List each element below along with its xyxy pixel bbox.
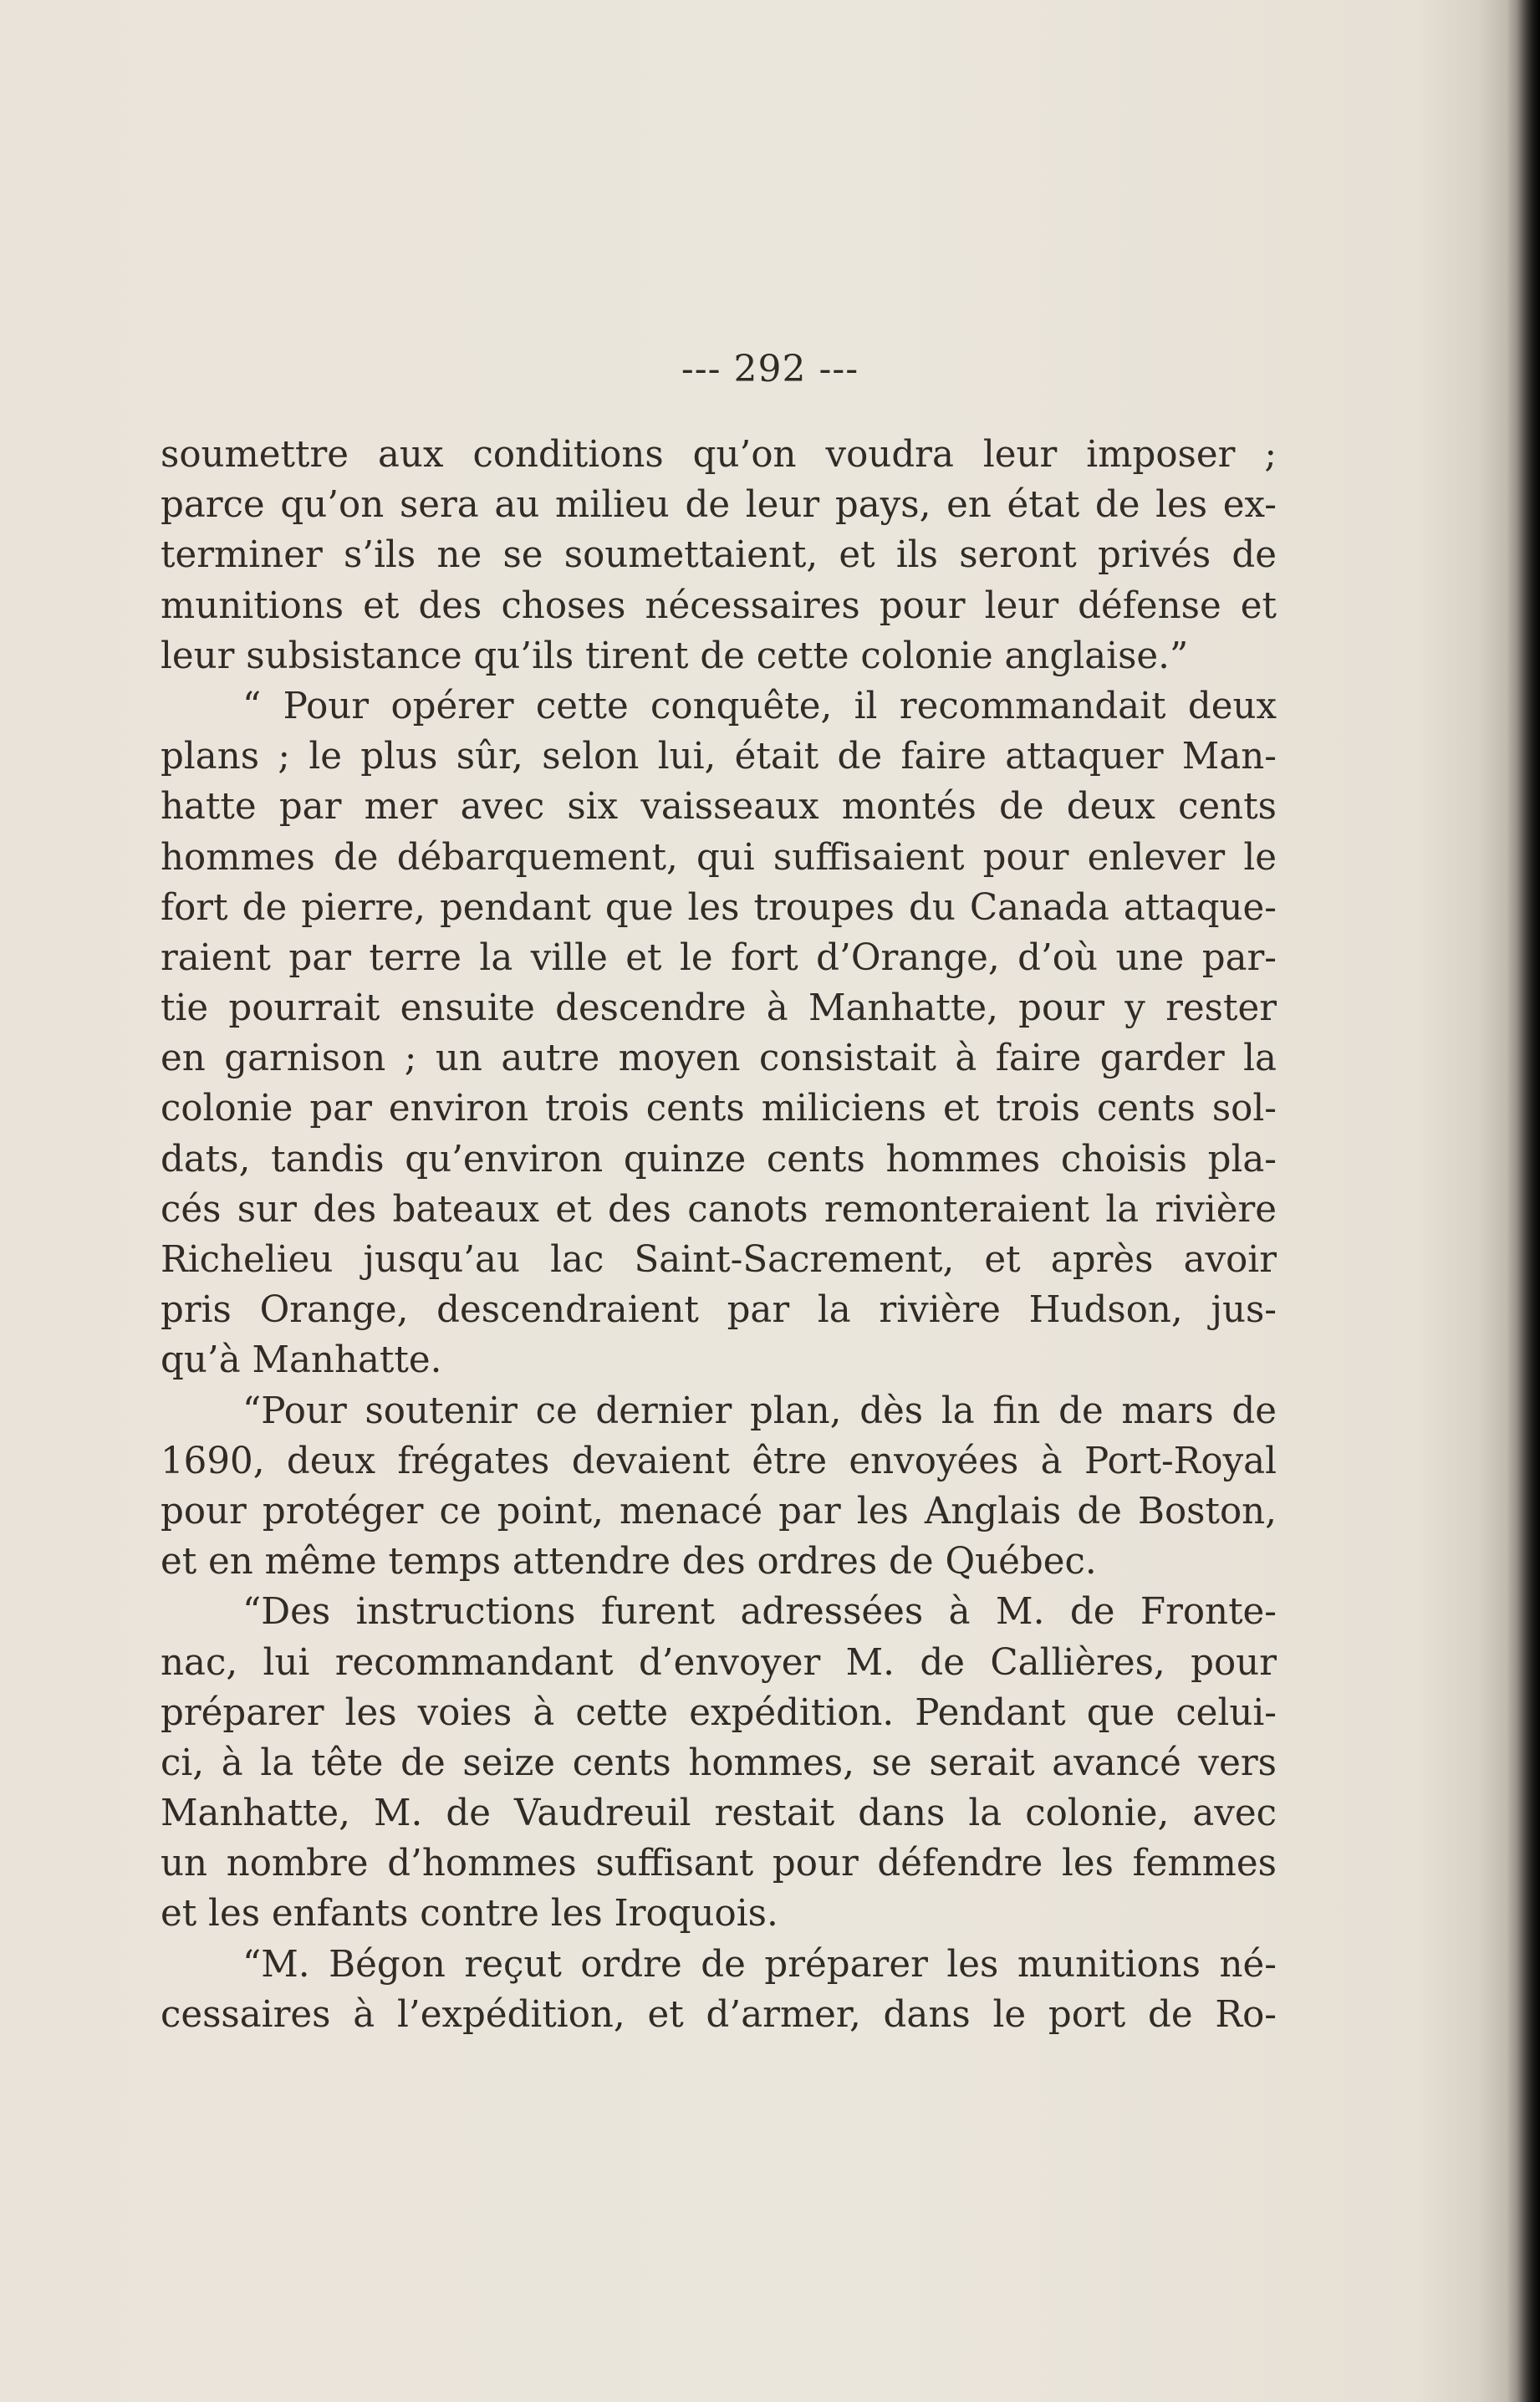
text-line: qu’à Manhatte.	[161, 1339, 442, 1382]
text-line: soumettre aux conditions qu’on voudra leur imposer ;	[161, 434, 1277, 476]
body-text	[161, 430, 1277, 2040]
text-line: “Des instructions furent adressées à M. de Fronte-	[242, 1591, 1277, 1634]
text-line: hatte par mer avec six vaisseaux montés de deux cents	[161, 786, 1277, 829]
text-line: Richelieu jusqu’au lac Saint-Sacrement, et après avoir	[161, 1239, 1277, 1281]
text-line: colonie par environ trois cents miliciens et trois cents sol-	[161, 1088, 1277, 1130]
text-line: un nombre d’hommes suffisant pour défendre les femmes	[161, 1843, 1277, 1885]
text-line: raient par terre la ville et le fort d’Orange, d’où une par-	[161, 936, 1277, 979]
text-line: ci, à la tête de seize cents hommes, se serait avancé vers	[161, 1742, 1277, 1784]
text-line: 1690, deux frégates devaient être envoyées à Port-Royal	[161, 1440, 1277, 1482]
text-line: pris Orange, descendraient par la rivière Hudson, jus-	[161, 1289, 1277, 1332]
text-line: et en même temps attendre des ordres de Québec.	[161, 1541, 1097, 1583]
text-line: “ Pour opérer cette conquête, il recommandait deux	[242, 685, 1277, 727]
page-edge-shadow	[1507, 0, 1540, 2402]
text-line: préparer les voies à cette expédition. Pendant que celui-	[161, 1691, 1277, 1734]
text-line: Manhatte, M. de Vaudreuil restait dans la colonie, avec	[161, 1793, 1277, 1835]
text-line: munitions et des choses nécessaires pour leur défense et	[161, 584, 1277, 627]
text-line: “M. Bégon reçut ordre de préparer les munitions né-	[242, 1943, 1277, 1986]
text-line: et les enfants contre les Iroquois.	[161, 1893, 778, 1935]
text-line: en garnison ; un autre moyen consistait à faire garder la	[161, 1038, 1277, 1080]
page-number: --- 292 ---	[681, 348, 859, 390]
text-line: fort de pierre, pendant que les troupes du Canada attaque-	[161, 886, 1277, 929]
text-line: parce qu’on sera au milieu de leur pays, en état de les ex-	[161, 484, 1277, 527]
text-line: hommes de débarquement, qui suffisaient pour enlever le	[161, 836, 1277, 879]
text-line: nac, lui recommandant d’envoyer M. de Callières, pour	[161, 1641, 1277, 1684]
text-line: plans ; le plus sûr, selon lui, était de faire attaquer Man-	[161, 736, 1277, 778]
text-line: cessaires à l’expédition, et d’armer, dans le port de Ro-	[161, 1993, 1277, 2036]
text-line: pour protéger ce point, menacé par les Anglais de Boston,	[161, 1490, 1277, 1532]
text-line: “Pour soutenir ce dernier plan, dès la fin de mars de	[242, 1390, 1277, 1432]
text-line: dats, tandis qu’environ quinze cents hommes choisis pla-	[161, 1138, 1277, 1181]
text-line: cés sur des bateaux et des canots remonteraient la rivière	[161, 1188, 1277, 1231]
text-line: tie pourrait ensuite descendre à Manhatte, pour y rester	[161, 987, 1277, 1030]
text-line: leur subsistance qu’ils tirent de cette colonie anglaise.”	[161, 635, 1189, 677]
text-line: terminer s’ils ne se soumettaient, et ils seront privés de	[161, 534, 1277, 577]
